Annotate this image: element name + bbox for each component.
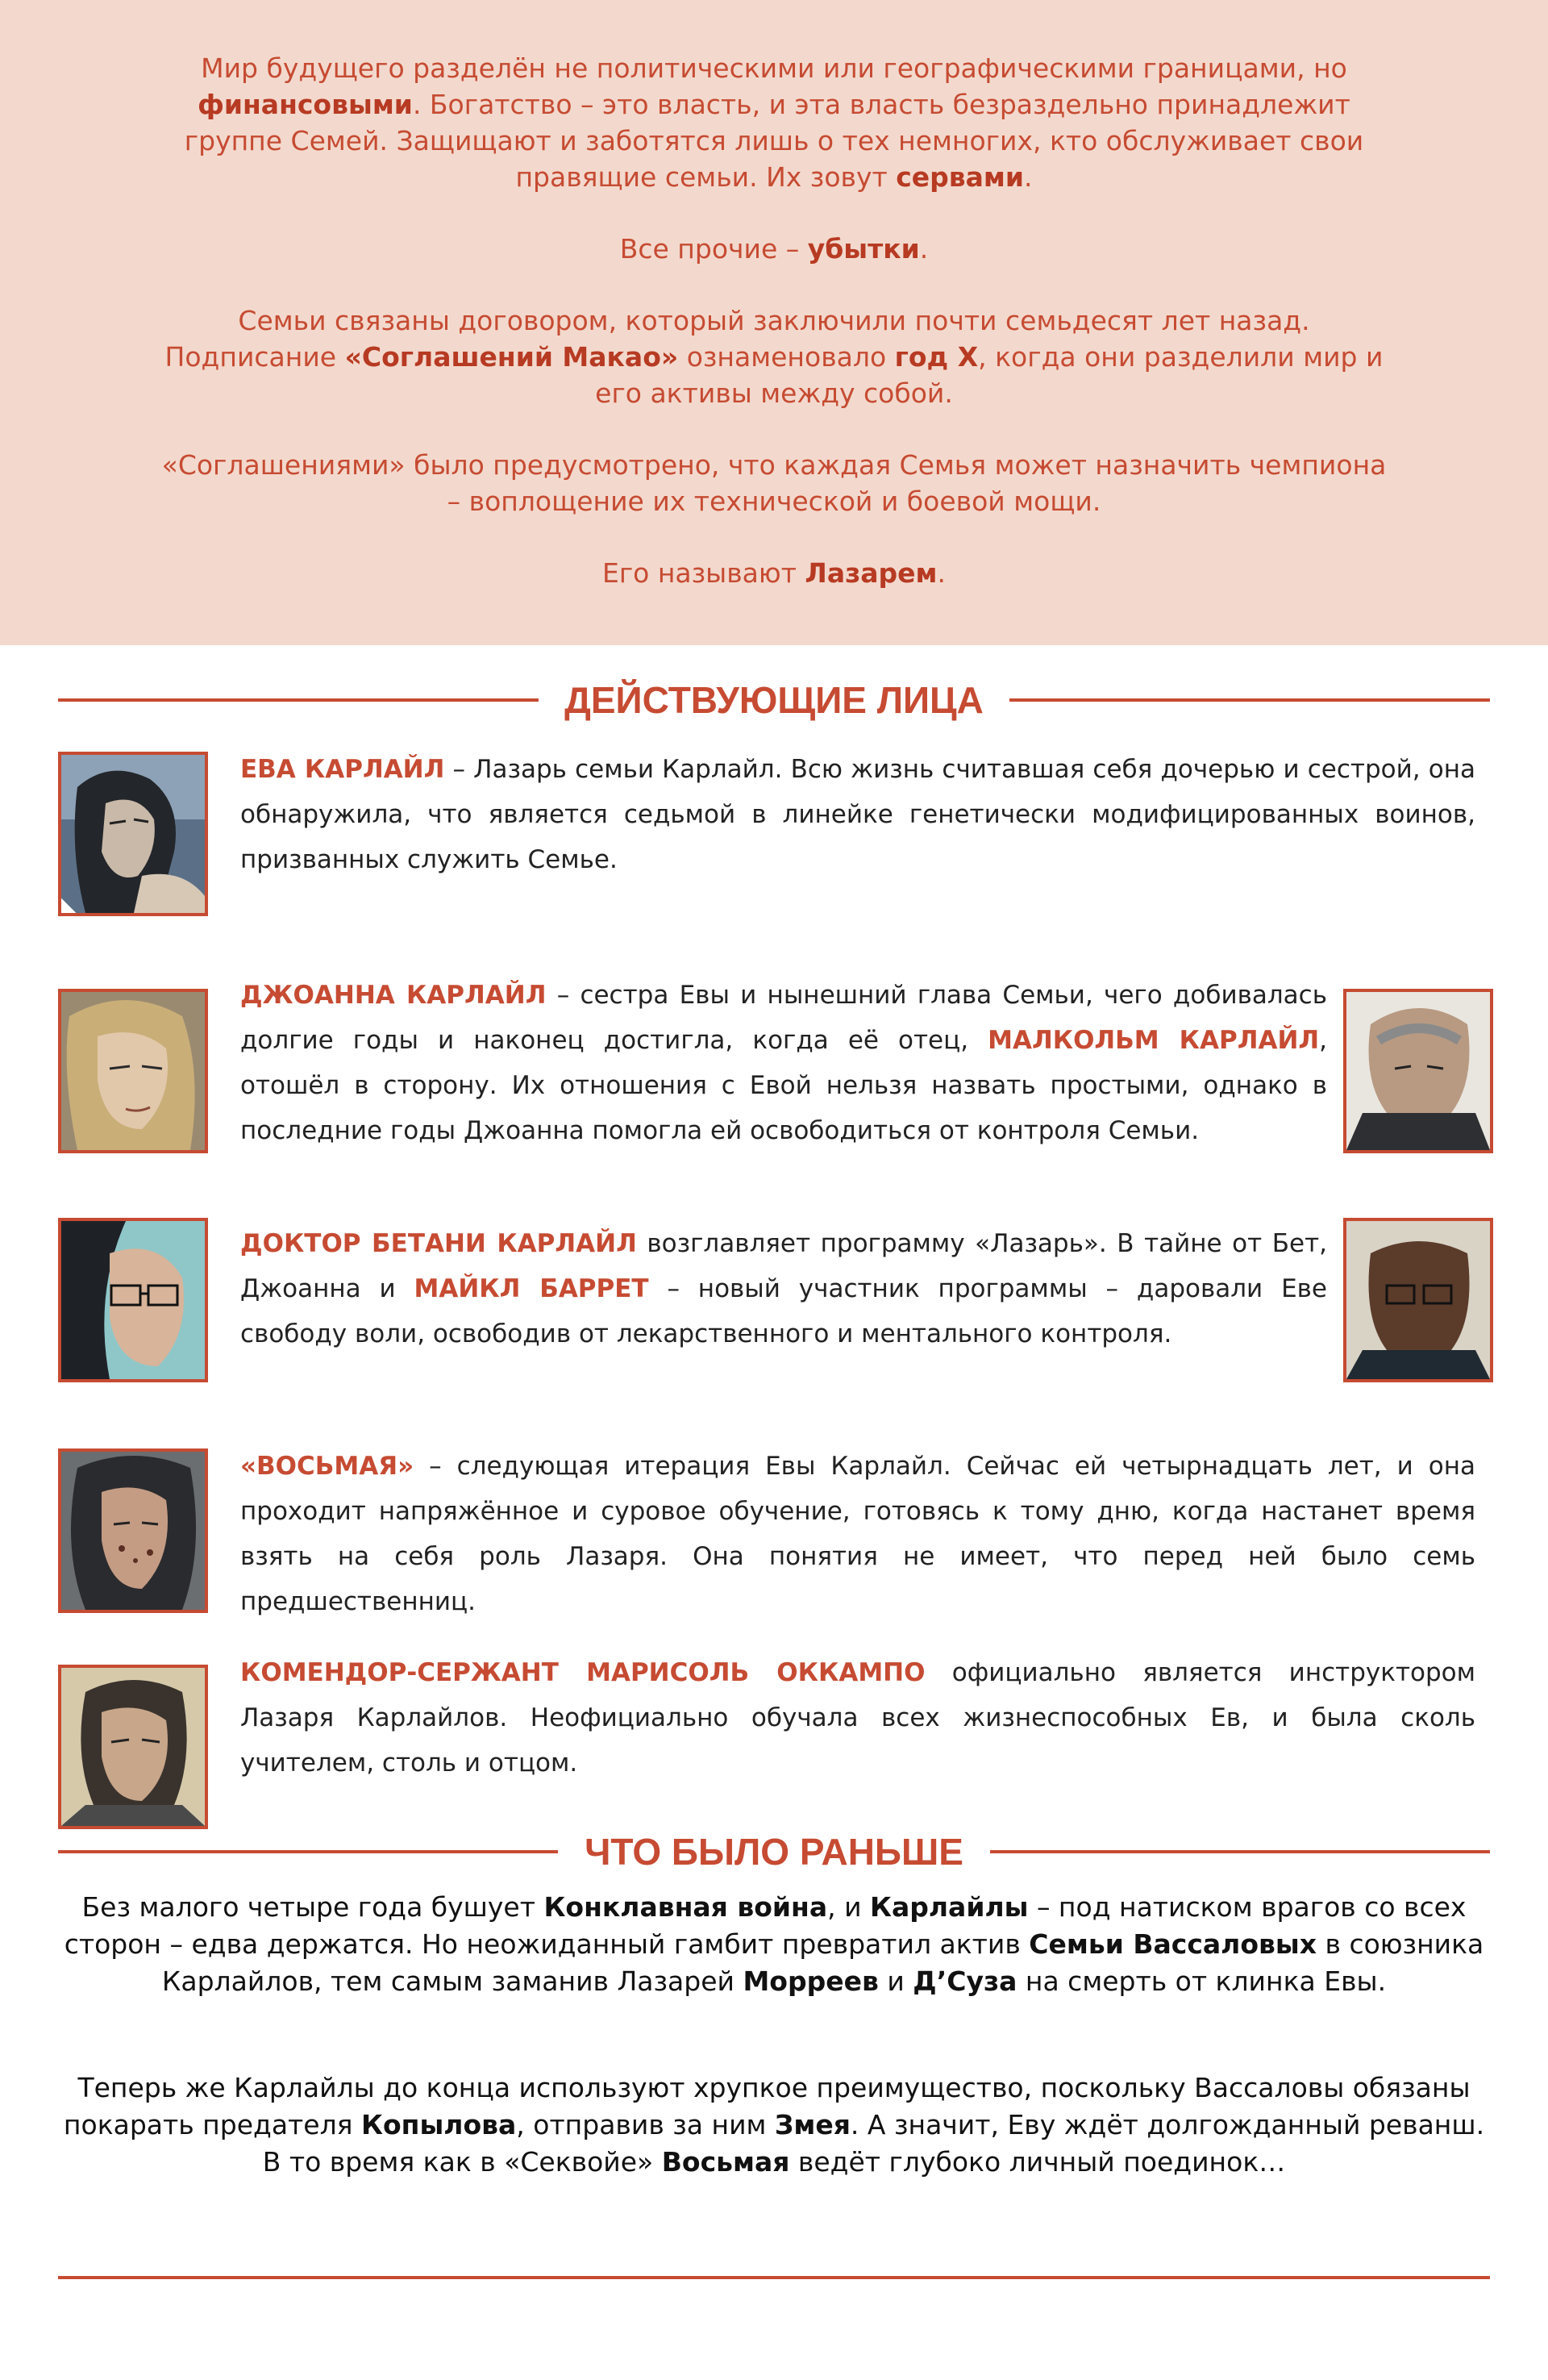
- character-johanna: ДЖОАННА КАРЛАЙЛ – сестра Евы и нынешний глава Семьи, чего добивалась долгие годы и наконец достигла, когда её отец, МАЛКОЛЬМ КАРЛАЙЛ, отошёл в сторону. Их отношения с Евой нельзя назвать простыми, однако в последние годы Джоанна помогла ей освободиться от контроля Семьи.: [240, 981, 1328, 1145]
- intro-paragraph-1: Мир будущего разделён не политическими или географическими границами, но финансовыми. Богатство – это власть, и эта власть безраздельно принадлежит группе Семей. Защищают и заботятся лишь о тех немногих, кто обслуживает свои правящие семьи. Их зовут сервами.: [184, 52, 1364, 193]
- story-section-header: [58, 1828, 1490, 1876]
- story-paragraph-1: Без малого четыре года бушует Конклавная война, и Карлайлы – под натиском врагов со всех сторон – едва держатся. Но неожиданный гамбит превратил актив Семьи Вассаловых в союзника Карлайлов, тем самым заманив Лазарей Морреев и Д’Суза на смерть от клинка Евы.: [64, 1891, 1484, 1997]
- intro-paragraph-5: Его называют Лазарем.: [601, 557, 947, 589]
- characters-section-header: [58, 676, 1490, 724]
- character-eve: ЕВА КАРЛАЙЛ – Лазарь семьи Карлайл. Всю жизнь считавшая себя дочерью и сестрой, она обнаружила, что является седьмой в линейке генетически модифицированных воинов, призванных служить Семье.: [240, 755, 1475, 874]
- portrait-bethany: [58, 1218, 208, 1382]
- intro-paragraph-3: Семьи связаны договором, который заключили почти семьдесят лет назад. Подписание «Соглашений Макао» ознаменовало год Х, когда они разделили мир и его активы между собой.: [164, 305, 1384, 409]
- intro-paragraph-2: Все прочие – убытки.: [619, 233, 929, 265]
- portrait-marisol: [58, 1665, 208, 1829]
- intro-text: [161, 50, 1387, 627]
- bottom-rule: [58, 2276, 1490, 2279]
- intro-paragraph-4: «Соглашениями» было предусмотрено, что каждая Семья может назначить чемпиона – воплощение их технической и боевой мощи.: [161, 449, 1387, 517]
- portrait-michael: [1343, 1218, 1493, 1382]
- character-eight: «ВОСЬМАЯ» – следующая итерация Евы Карлайл. Сейчас ей четырнадцать лет, и она проходит напряжённое и суровое обучение, готовясь к тому дню, когда настанет время взять на себя роль Лазаря. Она понятия не имеет, что перед ней было семь предшественниц.: [240, 1452, 1475, 1616]
- portrait-malcolm: [1343, 989, 1493, 1153]
- portrait-eve: [58, 752, 208, 916]
- story-title: ЧТО БЫЛО РАНЬШЕ: [585, 1831, 963, 1873]
- intro-panel: [0, 0, 1548, 645]
- character-marisol: КОМЕНДОР-СЕРЖАНТ МАРИСОЛЬ ОККАМПО официально является инструктором Лазаря Карлайлов. Неофициально обучала всех жизнеспособных Ев, и была сколь учителем, столь и отцом.: [240, 1658, 1475, 1778]
- characters-title: ДЕЙСТВУЮЩИЕ ЛИЦА: [564, 679, 984, 721]
- story-paragraph-2: Теперь же Карлайлы до конца используют хрупкое преимущество, поскольку Вассаловы обязаны покарать предателя Копылова, отправив за ним Змея. А значит, Еву ждёт долгожданный реванш. В то время как в «Секвойе» Восьмая ведёт глубоко личный поединок…: [63, 2072, 1485, 2178]
- character-bethany: ДОКТОР БЕТАНИ КАРЛАЙЛ возглавляет программу «Лазарь». В тайне от Бет, Джоанна и МАЙКЛ БАРРЕТ – новый участник программы – даровали Еве свободу воли, освободив от лекарственного и ментального контроля.: [240, 1229, 1328, 1348]
- portrait-johanna: [58, 989, 208, 1153]
- portrait-eight: [58, 1448, 208, 1613]
